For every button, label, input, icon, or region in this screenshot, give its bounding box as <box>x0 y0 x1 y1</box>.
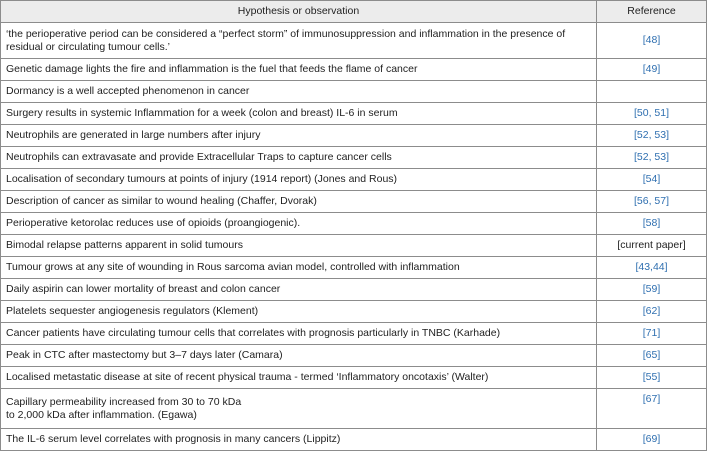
reference-link[interactable]: [48] <box>597 23 707 59</box>
observation-cell: Dormancy is a well accepted phenomenon in cancer <box>1 81 597 103</box>
reference-link[interactable]: [55] <box>597 367 707 389</box>
reference-link[interactable]: [56, 57] <box>597 191 707 213</box>
table-row <box>1 103 707 125</box>
table-row <box>1 389 707 429</box>
table-row <box>1 59 707 81</box>
reference-link[interactable]: [67] <box>597 389 707 429</box>
observation-cell <box>1 389 597 429</box>
table-row <box>1 147 707 169</box>
table-row <box>1 257 707 279</box>
header-reference: Reference <box>597 1 707 23</box>
table-header-row <box>1 1 707 23</box>
reference-link[interactable]: [43,44] <box>597 257 707 279</box>
table-row <box>1 191 707 213</box>
observation-cell: Cancer patients have circulating tumour cells that correlates with prognosis particularly in TNBC (Karhade) <box>1 323 597 345</box>
reference-link[interactable]: [65] <box>597 345 707 367</box>
table-row <box>1 367 707 389</box>
table-row <box>1 169 707 191</box>
observation-line-1: Capillary permeability increased from 30 to 70 kDa <box>6 395 242 408</box>
observation-cell: Neutrophils are generated in large numbers after injury <box>1 125 597 147</box>
table-row <box>1 235 707 257</box>
observation-cell: ‘the perioperative period can be considered a “perfect storm” of immunosuppression and inflammation in the presence of residual or circulating tumour cells.’ <box>1 23 597 59</box>
reference-link[interactable]: [71] <box>597 323 707 345</box>
reference-cell <box>597 81 707 103</box>
observation-cell: Localisation of secondary tumours at points of injury (1914 report) (Jones and Rous) <box>1 169 597 191</box>
reference-cell: [current paper] <box>597 235 707 257</box>
header-hypothesis: Hypothesis or observation <box>1 1 597 23</box>
observation-cell: Perioperative ketorolac reduces use of opioids (proangiogenic). <box>1 213 597 235</box>
table-row <box>1 213 707 235</box>
observation-cell: Peak in CTC after mastectomy but 3–7 days later (Camara) <box>1 345 597 367</box>
table-row <box>1 81 707 103</box>
reference-link[interactable]: [52, 53] <box>597 147 707 169</box>
observation-cell: Bimodal relapse patterns apparent in solid tumours <box>1 235 597 257</box>
reference-link[interactable]: [69] <box>597 429 707 451</box>
reference-link[interactable]: [49] <box>597 59 707 81</box>
observation-cell: Daily aspirin can lower mortality of breast and colon cancer <box>1 279 597 301</box>
reference-link[interactable]: [62] <box>597 301 707 323</box>
observation-cell: Surgery results in systemic Inflammation for a week (colon and breast) IL-6 in serum <box>1 103 597 125</box>
reference-link[interactable]: [58] <box>597 213 707 235</box>
reference-link[interactable]: [52, 53] <box>597 125 707 147</box>
observation-cell: Neutrophils can extravasate and provide Extracellular Traps to capture cancer cells <box>1 147 597 169</box>
reference-link[interactable]: [59] <box>597 279 707 301</box>
table-row <box>1 323 707 345</box>
table-row <box>1 23 707 59</box>
table-row <box>1 345 707 367</box>
table-row <box>1 125 707 147</box>
table-row <box>1 429 707 451</box>
observation-cell: Platelets sequester angiogenesis regulators (Klement) <box>1 301 597 323</box>
observation-cell: Tumour grows at any site of wounding in Rous sarcoma avian model, controlled with inflammation <box>1 257 597 279</box>
table-row <box>1 301 707 323</box>
observation-cell: Description of cancer as similar to wound healing (Chaffer, Dvorak) <box>1 191 597 213</box>
observation-cell: Genetic damage lights the fire and inflammation is the fuel that feeds the flame of cancer <box>1 59 597 81</box>
reference-link[interactable]: [54] <box>597 169 707 191</box>
observation-line-2: to 2,000 kDa after inflammation. (Egawa) <box>6 408 197 421</box>
table-row <box>1 279 707 301</box>
observation-cell: The IL-6 serum level correlates with prognosis in many cancers (Lippitz) <box>1 429 597 451</box>
reference-link[interactable]: [50, 51] <box>597 103 707 125</box>
observation-cell: Localised metastatic disease at site of recent physical trauma - termed ‘Inflammatory oncotaxis’ (Walter) <box>1 367 597 389</box>
